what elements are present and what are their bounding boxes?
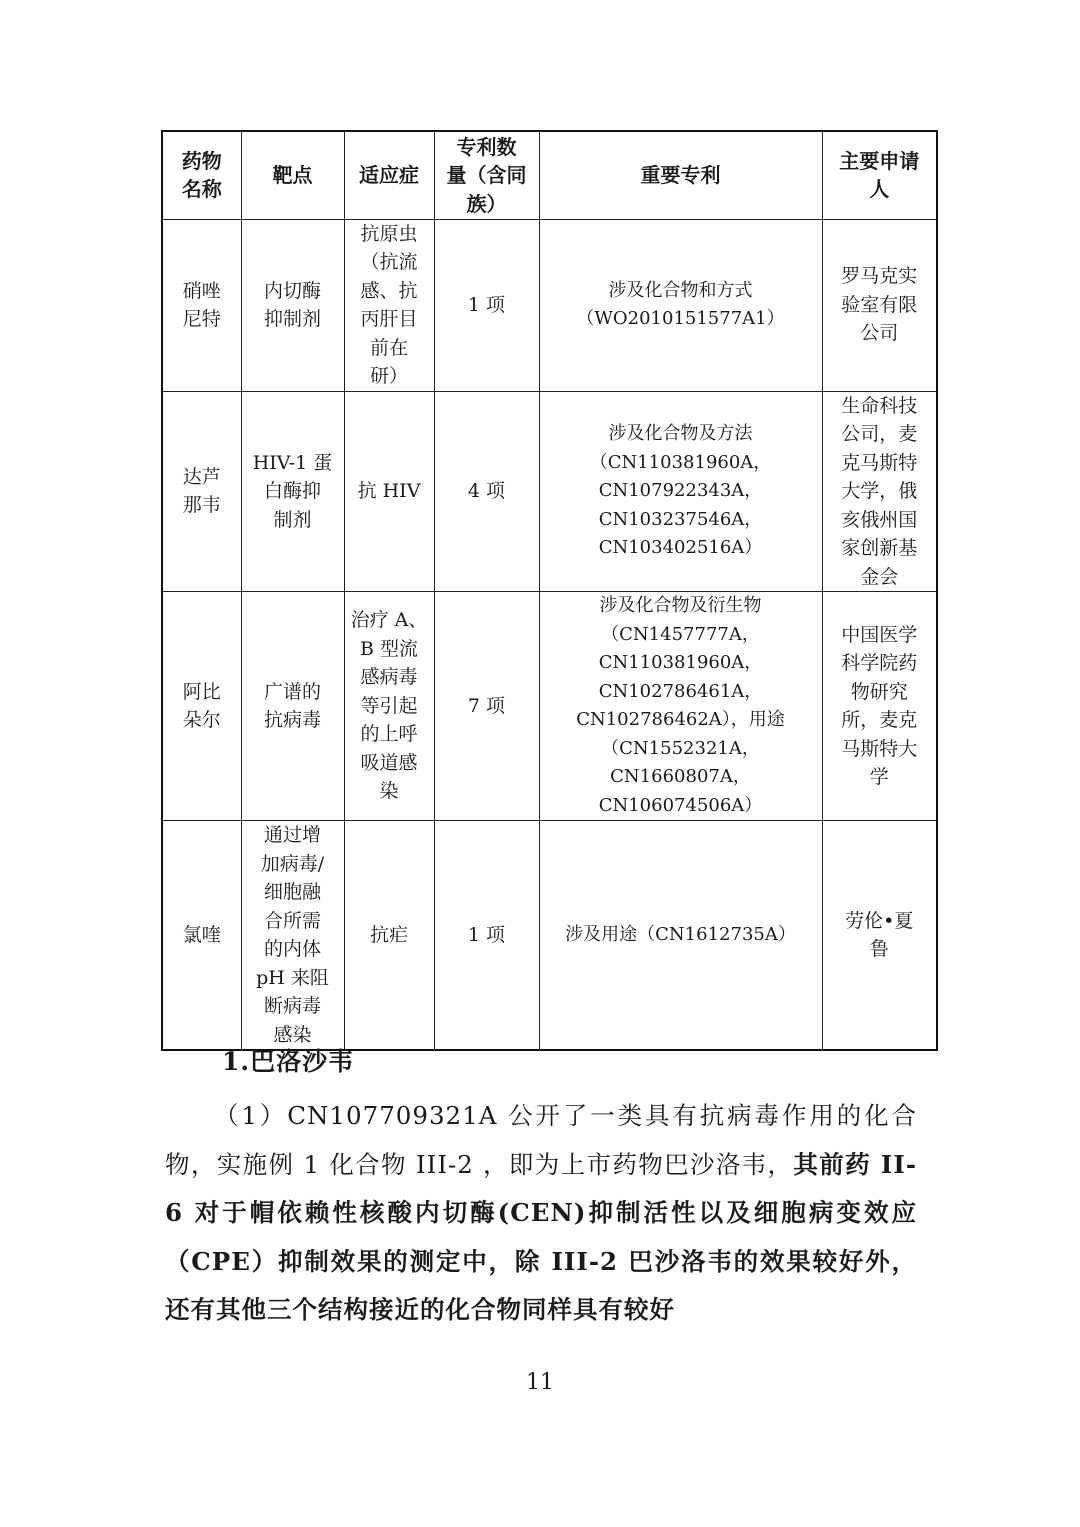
table-header-row <box>162 131 937 219</box>
drug-patent-table <box>161 130 938 1051</box>
paragraph-bold-text: 其前药 II-6 对于帽依赖性核酸内切酶(CEN)抑制活性以及细胞病变效应（CPE）抑制效果的测定中，除 III-2 巴沙洛韦的效果较好外，还有其他三个结构接近的化合物同样具有较好 <box>165 1149 918 1324</box>
indication-cell: 抗原虫 （抗流 感、抗 丙肝目 前在 研） <box>344 219 434 391</box>
key-patents-cell: 涉及化合物及衍生物 （CN1457777A， CN110381960A， CN102786461A， CN102786462A），用途 （CN1552321A，CN1660807A， CN106074506A） <box>539 592 822 821</box>
header-drug-name: 药物 名称 <box>162 131 241 219</box>
drug-name-cell: 达芦 那韦 <box>162 391 241 592</box>
target-cell: 广谱的 抗病毒 <box>241 592 344 821</box>
applicant-cell: 罗马克实 验室有限 公司 <box>822 219 937 391</box>
indication-cell: 治疗 A、 B 型流 感病毒 等引起 的上呼 吸道感 染 <box>344 592 434 821</box>
body-paragraph <box>165 1092 917 1335</box>
drug-name-cell: 阿比 朵尔 <box>162 592 241 821</box>
table-row <box>162 219 937 391</box>
header-patent-count: 专利数 量（含同 族） <box>434 131 539 219</box>
key-patents-cell: 涉及用途（CN1612735A） <box>539 821 822 1051</box>
target-cell: 内切酶 抑制剂 <box>241 219 344 391</box>
header-indication: 适应症 <box>344 131 434 219</box>
table-row <box>162 391 937 592</box>
indication-cell: 抗疟 <box>344 821 434 1051</box>
patent-count-cell: 1 项 <box>434 821 539 1051</box>
header-applicant: 主要申请 人 <box>822 131 937 219</box>
section-heading: 1.巴洛沙韦 <box>222 1047 355 1076</box>
header-target: 靶点 <box>241 131 344 219</box>
page-number: 11 <box>526 1370 554 1395</box>
header-key-patents: 重要专利 <box>539 131 822 219</box>
indication-cell: 抗 HIV <box>344 391 434 592</box>
patent-count-cell: 4 项 <box>434 391 539 592</box>
paragraph-normal-text: （1）CN107709321A 公开了一类具有抗病毒作用的化合物，实施例 1 化合物 III-2 ，即为上市药物巴沙洛韦， <box>165 1101 917 1179</box>
table-row <box>162 592 937 821</box>
drug-name-cell: 氯喹 <box>162 821 241 1051</box>
key-patents-cell: 涉及化合物和方式 （WO2010151577A1） <box>539 219 822 391</box>
patent-count-cell: 1 项 <box>434 219 539 391</box>
applicant-cell: 中国医学 科学院药 物研究 所，麦克 马斯特大 学 <box>822 592 937 821</box>
key-patents-cell: 涉及化合物及方法 （CN110381960A， CN107922343A， CN103237546A， CN103402516A） <box>539 391 822 592</box>
target-cell: 通过增 加病毒/ 细胞融 合所需 的内体 pH 来阻 断病毒 感染 <box>241 821 344 1051</box>
target-cell: HIV-1 蛋 白酶抑 制剂 <box>241 391 344 592</box>
table-row <box>162 821 937 1051</box>
applicant-cell: 生命科技 公司，麦 克马斯特 大学，俄 亥俄州国 家创新基 金会 <box>822 391 937 592</box>
patent-count-cell: 7 项 <box>434 592 539 821</box>
drug-name-cell: 硝唑 尼特 <box>162 219 241 391</box>
applicant-cell: 劳伦•夏 鲁 <box>822 821 937 1051</box>
